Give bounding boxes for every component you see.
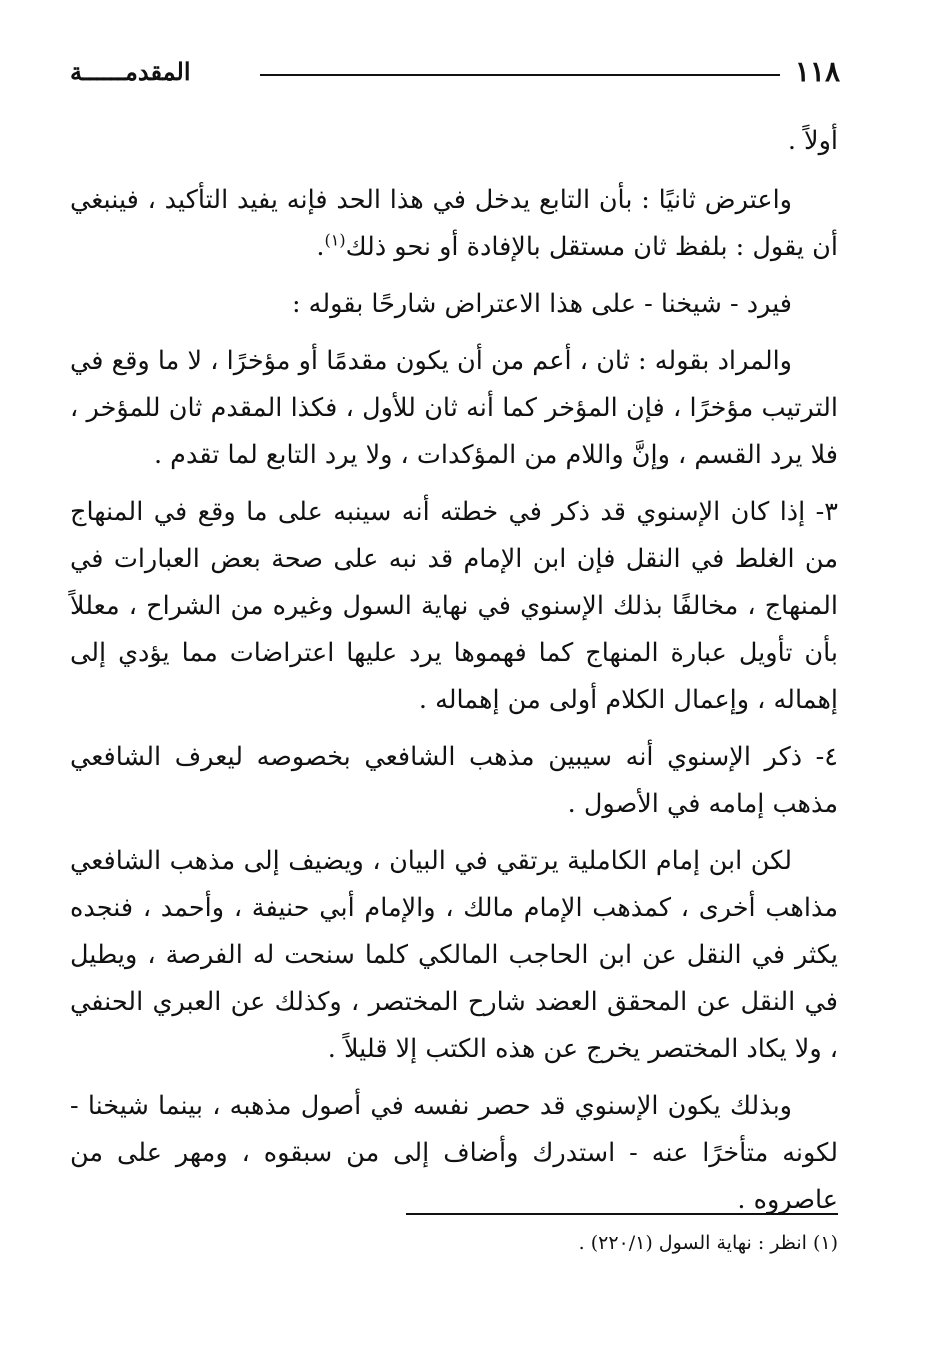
section-title: المقدمــــــة — [70, 57, 191, 86]
running-header — [70, 52, 840, 92]
paragraph-continuation: أولاً . — [787, 126, 838, 156]
page-number: ١١٨ — [794, 55, 840, 88]
paragraph-objection-end: . — [316, 232, 325, 262]
footnote-reference[interactable]: (١) — [324, 230, 346, 250]
body-text — [70, 118, 838, 1234]
paragraph-point-4: ٤- ذكر الإسنوي أنه سيبين مذهب الشافعي بخصوصه ليعرف الشافعي مذهب إمامه في الأصول . — [70, 742, 838, 819]
header-rule — [260, 74, 780, 76]
paragraph-explanation: والمراد بقوله : ثان ، أعم من أن يكون مقدمًا أو مؤخرًا ، لا ما وقع في الترتيب مؤخرًا ، فإن المؤخر كما أنه ثان للأول ، فكذا المقدم ثان للمؤخر ، فلا يرد القسم ، وإنَّ واللام من المؤكدات ، ولا يرد التابع لما تقدم . — [70, 346, 838, 470]
paragraph-conclusion: وبذلك يكون الإسنوي قد حصر نفسه في أصول مذهبه ، بينما شيخنا - لكونه متأخرًا عنه - استدرك وأضاف إلى من سبقوه ، ومهر على من عاصروه . — [70, 1091, 838, 1215]
paragraph-ibn-imam: لكن ابن إمام الكاملية يرتقي في البيان ، ويضيف إلى مذهب الشافعي مذاهب أخرى ، كمذهب الإمام مالك ، والإمام أبي حنيفة ، وأحمد ، فنجده يكثر في النقل عن ابن الحاجب المالكي كلما سنحت له الفرصة ، ويطيل في النقل عن المحقق العضد شارح المختصر ، وكذلك عن العبري الحنفي ، ولا يكاد المختصر يخرج عن هذه الكتب إلا قليلاً . — [70, 846, 838, 1064]
paragraph-reply-intro: فيرد - شيخنا - على هذا الاعتراض شارحًا بقوله : — [291, 289, 792, 319]
footnote: (١) انظر : نهاية السول (٢٢٠/١) . — [578, 1232, 838, 1254]
paragraph-point-3: ٣- إذا كان الإسنوي قد ذكر في خطته أنه سينبه على ما وقع في المنهاج من الغلط في النقل فإن ابن الإمام قد نبه على صحة بعض العبارات في المنهاج ، مخالفًا بذلك الإسنوي في نهاية السول وغيره من الشراح ، معللاً بأن تأويل عبارة المنهاج كما فهموها يرد عليها اعتراضات مما يؤدي إلى إهماله ، وإعمال الكلام أولى من إهماله . — [70, 497, 838, 715]
paragraph-objection — [70, 177, 838, 271]
paragraph-objection-text: واعترض ثانيًا : بأن التابع يدخل في هذا الحد فإنه يفيد التأكيد ، فينبغي أن يقول : بلفظ ثان مستقل بالإفادة أو نحو ذلك — [70, 185, 838, 262]
footnote-rule — [406, 1213, 838, 1215]
